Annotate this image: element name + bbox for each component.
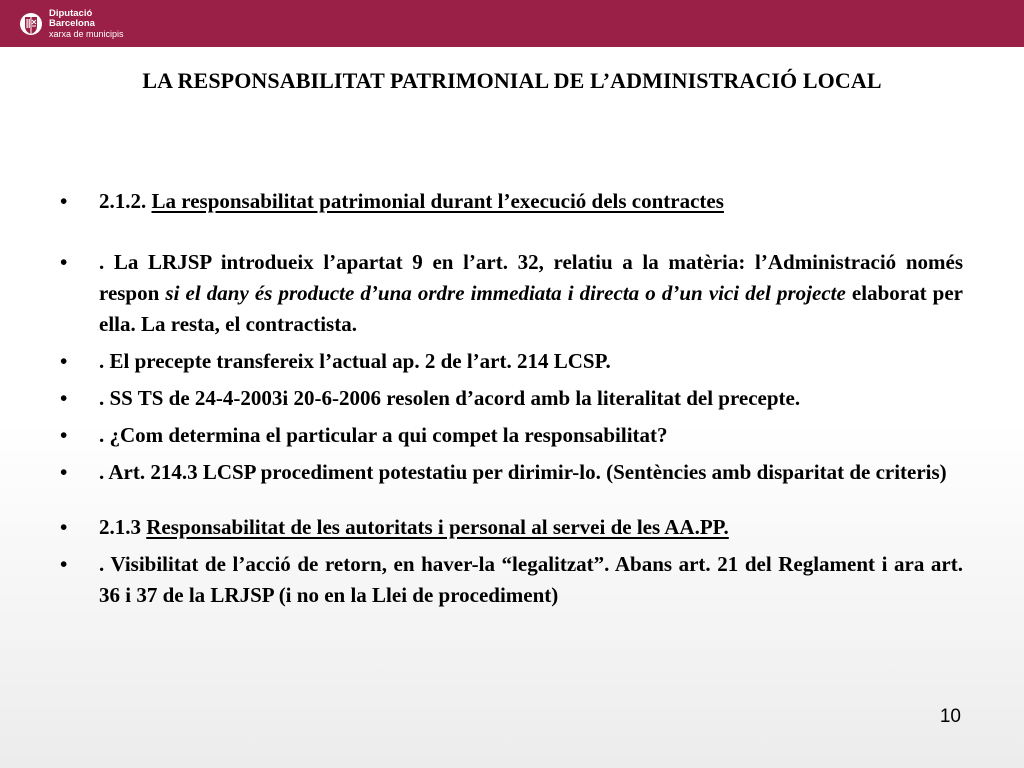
section-number: 2.1.2. [99, 189, 152, 213]
bullet-item [60, 186, 963, 217]
bullet-item [60, 346, 963, 377]
bullet-text: . SS TS de 24-4-2003i 20-6-2006 resolen d’acord amb la literalitat del precepte. [99, 386, 801, 410]
bullet-marker: • [60, 552, 68, 576]
section-heading: La responsabilitat patrimonial durant l’execució dels contractes [151, 189, 724, 213]
bullet-item [60, 512, 963, 543]
header-bar [0, 0, 1024, 47]
bullet-marker: • [60, 349, 68, 373]
bullet-item [60, 383, 963, 414]
bullet-item [60, 457, 963, 488]
bullet-italic-text: si el dany és producte d’una ordre immediata i directa o d’un vici del projecte [165, 281, 846, 305]
bullet-text: . El precepte transfereix l’actual ap. 2 de l’art. 214 LCSP. [99, 349, 611, 373]
bullet-text: . ¿Com determina el particular a qui compet la responsabilitat? [99, 423, 668, 447]
bullet-marker: • [60, 250, 68, 274]
diputacio-logo [20, 7, 124, 41]
bullet-marker: • [60, 386, 68, 410]
bullet-text: . Visibilitat de l’acció de retorn, en haver-la “legalitzat”. Abans art. 21 del Reglament i ara art. 36 i 37 de la LRJSP (i no en la Llei de procediment) [99, 552, 963, 607]
bullet-item [60, 420, 963, 451]
bullet-marker: • [60, 189, 68, 213]
section-heading: Responsabilitat de les autoritats i personal al servei de les AA.PP. [146, 515, 729, 539]
slide-content [60, 186, 963, 611]
logo-line-2: Barcelona [49, 18, 95, 29]
bullet-item [60, 549, 963, 611]
logo-text [49, 9, 124, 39]
bullet-item [60, 247, 963, 340]
logo-line-1: Diputació [49, 8, 93, 19]
bullet-text: . La LRJSP introdueix l’apartat 9 en l’art. 32, relatiu a la matèria: l’Administració només respon [99, 250, 963, 305]
slide-title: LA RESPONSABILITAT PATRIMONIAL DE L’ADMINISTRACIÓ LOCAL [142, 68, 882, 93]
coat-of-arms-icon [20, 11, 42, 37]
bullet-marker: • [60, 515, 68, 539]
logo-line-3: xarxa de municipis [49, 29, 124, 39]
page-number: 10 [939, 706, 961, 727]
bullet-text: elaborat per ella. La resta, el contractista. [99, 281, 963, 336]
section-number: 2.1.3 [99, 515, 147, 539]
bullet-marker: • [60, 460, 68, 484]
bullet-marker: • [60, 423, 68, 447]
bullet-text: . Art. 214.3 LCSP procediment potestatiu per dirimir-lo. (Sentències amb disparitat de criteris) [99, 460, 947, 484]
